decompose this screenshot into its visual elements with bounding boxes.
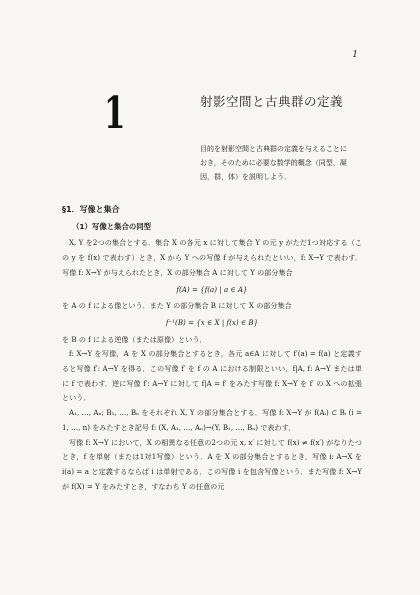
paragraph-subsets: A₁, …, Aₙ; B₁, …, Bₙ をそれぞれ X, Y の部分集合とする．写像 f: X→Y が f(Aᵢ) ⊂ Bᵢ (i = 1, …, n) をみたすとき記号 f: (X, A₁, …, Aₙ)→(Y, B₁, …, Bₙ) で表わす．	[62, 408, 362, 432]
subsection-heading: （1）写像と集合の同型	[72, 221, 152, 231]
paragraph-mapping-definition: X, Y を2つの集合とする．集合 X の各元 x に対して集合 Y の元 y がただ1つ対応する（この y を f(x) で表わす）とき，X から Y への写像 f が与えられたといい，f: X→Y で表わす．写像 f: X→Y が与えられたとき，X の部分集合 A に対して Y の部分集合	[62, 238, 362, 277]
main-content	[62, 203, 362, 494]
paragraph-preimage: を B の f による逆像（または原像）という．	[62, 334, 207, 344]
formula-preimage: f⁻¹(B) = {x ∈ X | f(x) ∈ B}	[165, 317, 259, 327]
paragraph-injection: 写像 f: X→Y において，X の相異なる任意の2つの元 x, x′ に対して f(x) ≠ f(x′) がなりたつとき，f を単射（または1対1写像）という．A を X の部分集合とするとき，写像 i: A→X を i(a) = a と定義するならば i は単射である．この写像 i を包含写像という．また写像 f: X→Y が f(X) = Y をみたすとき，すなわち Y の任意の元	[62, 437, 362, 491]
chapter-intro: 目的を射影空間と古典群の定義を与えることにおき，そのために必要な数学的概念（同型，凝因，群，体）を説明しよう．	[200, 145, 347, 181]
section-heading: §1．写像と集合	[62, 205, 120, 214]
chapter-title: 射影空間と古典群の定義	[200, 94, 344, 109]
chapter-number: 1	[104, 88, 126, 139]
paragraph-restriction: f: X→Y を写像，A を X の部分集合とするとき，各元 a∈A に対して f′(a) = f(a) と定義すると写像 f′: A→Y を得る．この写像 f′ を f の A における制限といい，f|A, f: A→Y または単に f で表わす．逆に写像 f′: A→Y に対して f|A = f′ をみたす写像 f: X→Y を f′ の X への拡張という．	[62, 349, 362, 403]
paragraph-image: を A の f による像という．また Y の部分集合 B に対して X の部分集合	[62, 301, 292, 311]
formula-image: f(A) = {f(a) | a ∈ A}	[176, 284, 248, 294]
page-number: 1	[352, 50, 358, 60]
